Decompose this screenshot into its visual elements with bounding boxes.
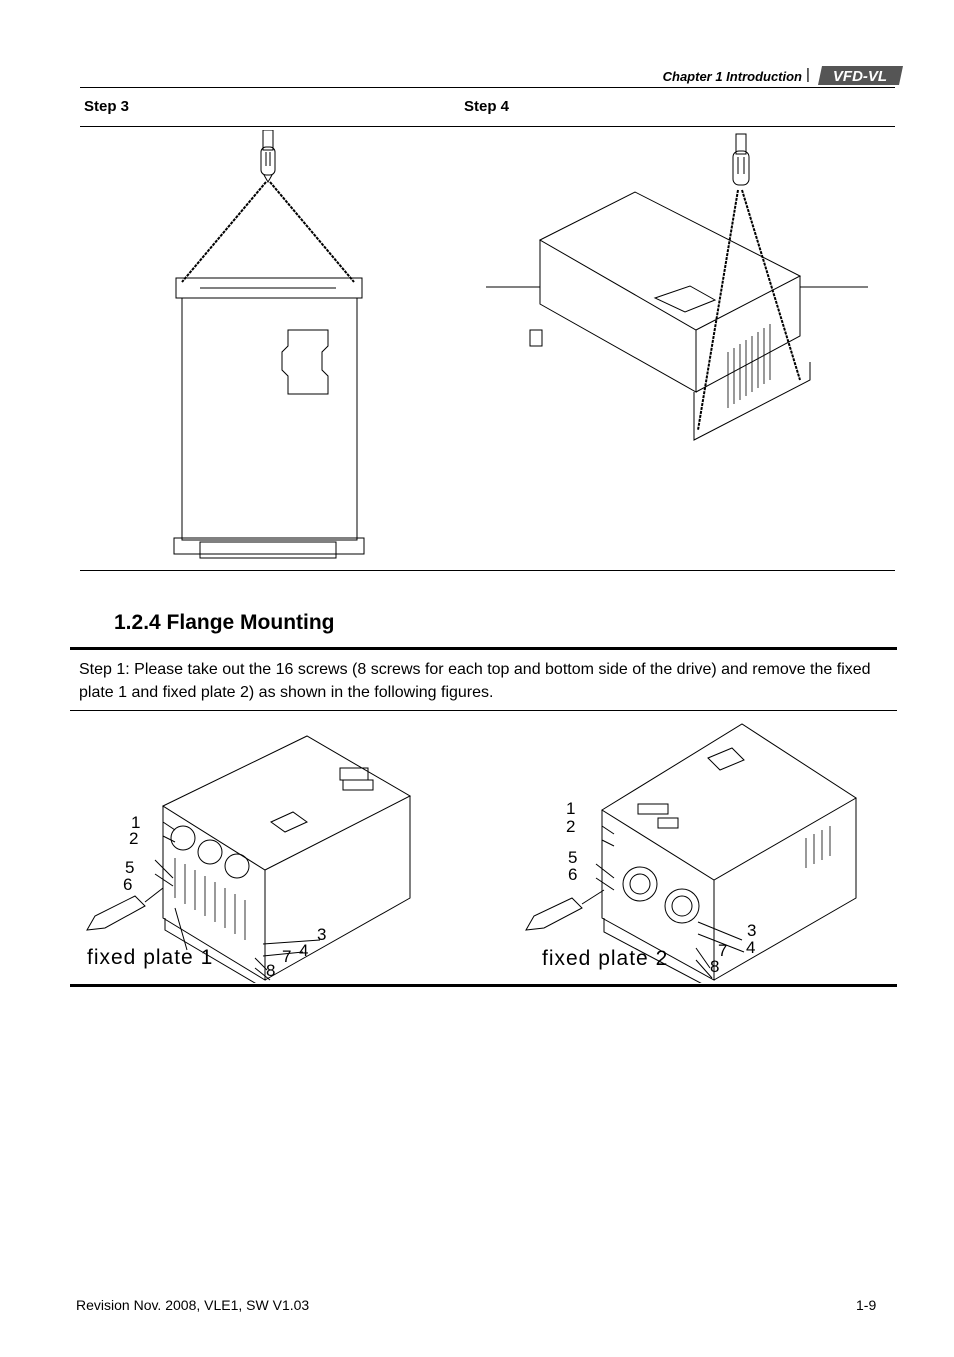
chapter-title: Chapter 1 Introduction	[662, 69, 802, 84]
callout-4: 4	[746, 938, 756, 957]
callout-3: 3	[747, 921, 757, 940]
callout-8: 8	[266, 961, 276, 980]
callout-5: 5	[125, 858, 135, 877]
step1-instruction: Step 1: Please take out the 16 screws (8 screws for each top and bottom side of the drive) and remove the fixed plate 1 and fixed plate 2) as shown in the following figures.	[79, 661, 871, 701]
header-rule	[80, 87, 895, 88]
vfd-vl-logo	[818, 66, 903, 85]
fixed-plate-2-figure	[520, 718, 890, 983]
section-rule-top	[70, 647, 897, 650]
callout-1: 1	[566, 799, 576, 818]
section-rule-middle	[70, 710, 897, 711]
fixed-plate-2-caption: fixed plate 2	[542, 947, 669, 970]
fixed-plate-1-figure	[75, 718, 445, 983]
section-rule-bottom	[70, 984, 897, 987]
callout-5: 5	[568, 848, 578, 867]
section-title: 1.2.4 Flange Mounting	[114, 611, 335, 634]
step4-label: Step 4	[464, 98, 510, 115]
table-row-rule	[80, 126, 895, 127]
callout-6: 6	[123, 875, 133, 894]
header-separator: |	[806, 66, 810, 83]
step4-lifting-figure	[480, 130, 875, 460]
callout-6: 6	[568, 865, 578, 884]
step3-lifting-figure	[160, 130, 380, 565]
table-bottom-rule	[80, 570, 895, 571]
callout-8: 8	[710, 957, 720, 976]
callout-7: 7	[282, 947, 292, 966]
callout-2: 2	[129, 829, 139, 848]
logo-text: VFD-VL	[832, 68, 888, 85]
callout-1: 1	[131, 813, 141, 832]
callout-4: 4	[299, 941, 309, 960]
step3-label: Step 3	[84, 98, 130, 115]
fixed-plate-1-caption: fixed plate 1	[87, 946, 214, 969]
callout-2: 2	[566, 817, 576, 836]
callout-3: 3	[317, 925, 327, 944]
page-number: 1-9	[856, 1297, 877, 1313]
callout-7: 7	[718, 941, 728, 960]
footer-revision: Revision Nov. 2008, VLE1, SW V1.03	[76, 1297, 310, 1313]
